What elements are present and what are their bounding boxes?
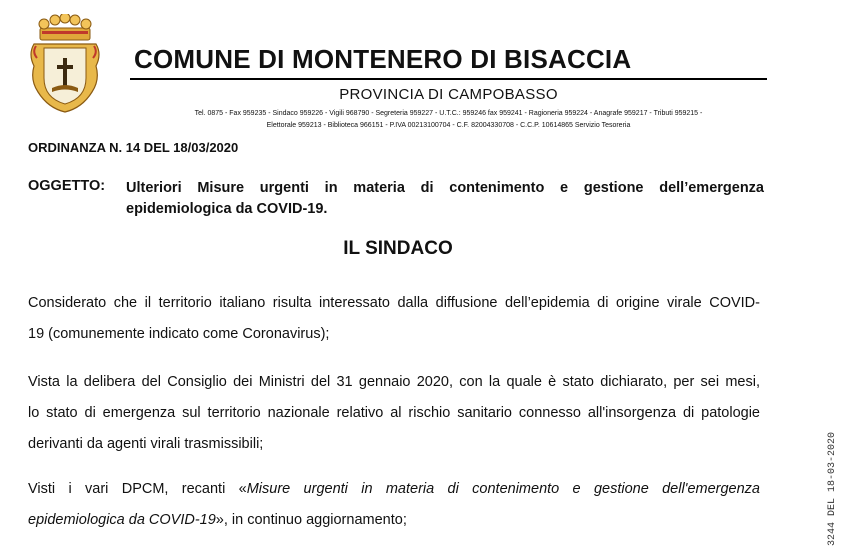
municipality-title: COMUNE DI MONTENERO DI BISACCIA	[134, 44, 632, 74]
subject-line-2: epidemiologica da COVID-19.	[126, 201, 328, 217]
section-heading: IL SINDACO	[343, 238, 453, 259]
paragraph-line: Considerato che il territorio italiano risulta interessato dalla diffusione dell’epidemia di origine virale COVID-	[28, 295, 760, 311]
paragraph-line: lo stato di emergenza sul territorio nazionale relativo al rischio sanitario connesso all'insorgenza di patologie	[28, 405, 760, 421]
contact-line-2: Elettorale 959213 - Biblioteca 966151 - P.IVA 00213100704 - C.F. 82004330708 - C.C.P. 10614865 Servizio Tesoreria	[266, 122, 631, 129]
province-subtitle: PROVINCIA DI CAMPOBASSO	[339, 86, 558, 103]
paragraph-line	[28, 505, 760, 536]
paragraph-line	[28, 474, 760, 505]
paragraph-line: Vista la delibera del Consiglio dei Ministri del 31 gennaio 2020, con la quale è stato dichiarato, per sei mesi,	[28, 374, 760, 390]
contact-line-1: Tel. 0875 - Fax 959235 - Sindaco 959226 - Vigili 968790 - Segreteria 959227 - U.T.C.: 959246 fax 959241 - Ragioneria 959224 - Anagrafe 959217 - Tributi 959215 -	[194, 110, 703, 117]
header-divider	[130, 78, 767, 80]
visti-italic-2: epidemiologica da COVID-19	[28, 512, 216, 528]
subject-line-1: Ulteriori Misure urgenti in materia di contenimento e gestione dell’emergenza	[126, 180, 764, 196]
visti-italic-1: Misure urgenti in materia di contenimento e gestione dell'emergenza	[246, 481, 760, 497]
visti-prefix: Visti i vari DPCM, recanti «	[28, 481, 247, 497]
paragraph-line: derivanti da agenti virali trasmissibili;	[28, 436, 264, 452]
paragraph-vista	[28, 367, 760, 460]
visti-suffix: », in continuo aggiornamento;	[215, 512, 407, 528]
subject-label: OGGETTO:	[28, 178, 106, 194]
contact-details	[130, 108, 767, 132]
subject-text	[126, 178, 764, 220]
paragraph-line: 19 (comunemente indicato come Coronavirus);	[28, 326, 330, 342]
paragraph-visti	[28, 474, 760, 536]
ordinance-number: ORDINANZA N. 14 DEL 18/03/2020	[28, 140, 239, 155]
protocol-stamp: 3244 DEL 18-03-2020	[827, 431, 838, 546]
municipal-crest-icon	[28, 14, 102, 114]
paragraph-considerato	[28, 288, 760, 350]
